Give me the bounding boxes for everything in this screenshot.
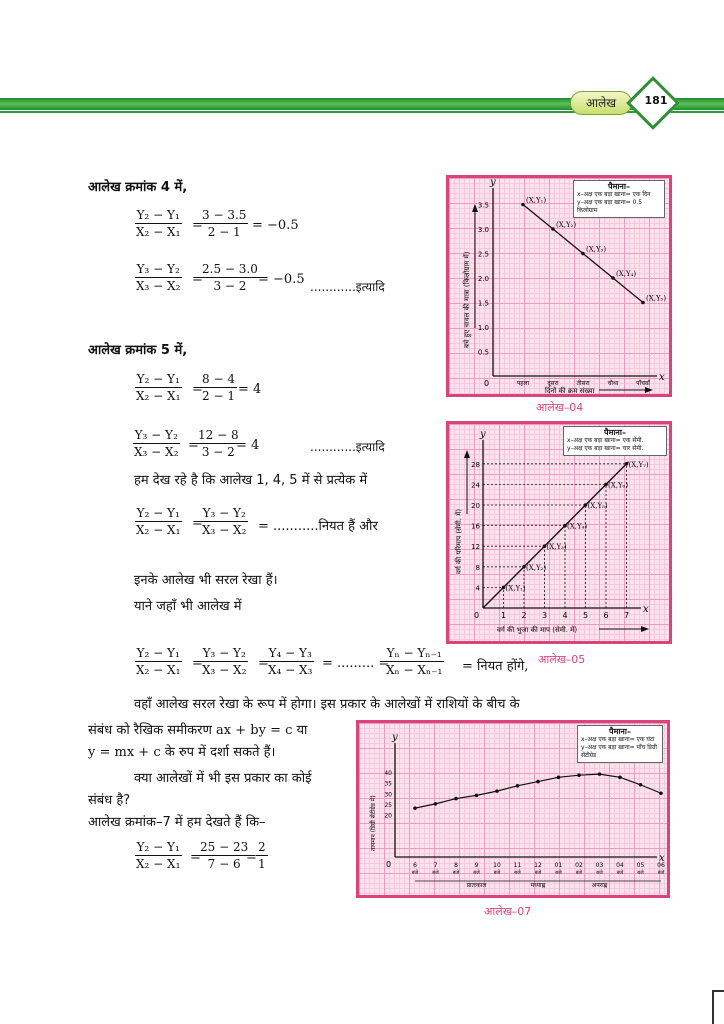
fraction: $\frac{\text{Yₙ − Yₙ₋₁}}{\text{Xₙ − Xₙ₋₁}}$ <box>386 646 443 677</box>
point-label: (X,Y₃) <box>586 245 607 254</box>
x-tick-label: 5 <box>582 611 589 620</box>
x-tick-label: दूसरा <box>547 380 559 387</box>
x-tick-unit: बजे <box>575 870 583 876</box>
fraction: $\frac{\text{Y₄ − Y₃}}{\text{X₄ − X₃}}$ <box>268 646 313 677</box>
x-tick-label: 02 <box>575 862 583 869</box>
x-tick-label: 12 <box>534 862 542 869</box>
x-tick-unit: बजे <box>452 870 460 876</box>
data-point <box>516 784 520 788</box>
y-tick-label: 30 <box>384 791 392 799</box>
data-point <box>413 806 417 810</box>
graph-04 <box>446 175 672 397</box>
x-tick-label: तीसरा <box>576 380 590 387</box>
page-corner-mark <box>712 990 724 1024</box>
fraction: $\frac{8 - 4}{2 - 1}$ <box>202 372 235 403</box>
x-tick-label: 11 <box>513 862 522 869</box>
y-tick-label: 4 <box>475 584 480 593</box>
section-heading-graph4: आलेख क्रमांक 4 में, <box>88 180 188 195</box>
y-tick-label: 1.0 <box>477 324 489 332</box>
y-tick-label: 12 <box>471 543 480 552</box>
paragraph-text: याने जहाँ भी आलेख में <box>134 599 242 614</box>
data-point <box>598 772 602 776</box>
y-tick-label: 2.5 <box>477 250 489 259</box>
x-tick-label: 04 <box>616 862 624 869</box>
paragraph-text: आलेख क्रमांक–7 में हम देखते हैं कि– <box>88 815 266 830</box>
x-axis-letter: x <box>643 604 649 615</box>
x-tick-label: पहला <box>516 380 530 387</box>
y-axis-label: वर्ग की परिमाप (सेमी. में) <box>455 508 463 574</box>
paragraph-text: इनके आलेख भी सरल रेखा हैं। <box>134 573 278 588</box>
scale-box: पैमाना– x–अक्ष एक बड़ा खाना= एक दिन y–अक्ष एक बड़ा खाना= 0.5 किलोग्राम <box>573 180 665 218</box>
point-label: (X,Y₁) <box>505 584 526 593</box>
paragraph-text: संबंध है? <box>88 793 131 808</box>
period-label-afternoon: अपराह्न <box>591 882 608 889</box>
x-tick-label: 9 <box>474 862 479 869</box>
fraction: $\frac{3 - 3.5}{2 - 1}$ <box>202 208 247 239</box>
x-tick-label: चौथा <box>607 380 619 387</box>
point-label: (X,Y₃) <box>546 543 567 552</box>
data-point <box>577 773 581 777</box>
paragraph-text: = ...........नियत हैं और <box>258 519 378 534</box>
x-tick-label: पाँचवाँ <box>636 380 650 387</box>
x-tick-unit: बजे <box>657 870 665 876</box>
data-point <box>434 802 438 806</box>
x-tick-label: 7 <box>433 862 438 869</box>
result: = 4 <box>238 382 262 397</box>
data-line <box>415 774 661 808</box>
x-tick-label: 05 <box>636 862 645 869</box>
fraction: $\frac{\text{Y₂ − Y₁}}{\text{X₂ − X₁}}$ <box>136 506 181 537</box>
result: = −0.5 <box>258 272 305 287</box>
equals-sign: = <box>190 850 201 865</box>
result: = −0.5 <box>252 218 299 233</box>
graph-05-caption: आलेख–05 <box>538 653 586 666</box>
y-tick-label: 35 <box>384 780 392 788</box>
scale-box: पैमाना– x–अक्ष एक बड़ा खाना= एक घंटा y–अक्ष एक बड़ा खाना= पाँच डिग्री सेंटीग्रेड <box>577 725 663 763</box>
data-point <box>639 783 643 787</box>
fraction: $\frac{\text{Y₃ − Y₂}}{\text{X₃ − X₂}}$ <box>202 506 247 537</box>
result: = 4 <box>236 438 260 453</box>
x-axis-label: दिनों की क्रम संख्या <box>545 387 595 394</box>
fraction: $\frac{\text{Y₂ − Y₁}}{\text{X₂ − X₁}}$ <box>136 372 181 403</box>
x-tick-unit: बजे <box>555 870 562 876</box>
paragraph-text: संबंध को रैखिक समीकरण ax + by = c या <box>88 723 308 738</box>
graph-04-caption: आलेख–04 <box>536 401 584 414</box>
y-tick-label: 3.5 <box>477 201 489 210</box>
x-tick-label: 7 <box>623 611 630 620</box>
equals-sign: = <box>192 656 203 671</box>
graph-07-caption: आलेख–07 <box>484 905 532 918</box>
point-label: (X,Y₄) <box>616 270 637 278</box>
y-axis-label: तापमान (डिग्री सेंटीग्रेड में) <box>370 795 377 851</box>
arrow-head <box>645 387 653 393</box>
y-axis-letter: y <box>392 732 398 743</box>
x-tick-label: 06 <box>657 862 665 869</box>
point-label: (X,Y₁) <box>526 196 547 205</box>
origin-label: 0 <box>474 611 480 620</box>
y-axis-letter: y <box>490 178 496 188</box>
x-tick-label: 2 <box>521 611 527 620</box>
paragraph-text: = नियत होंगे, <box>462 659 529 674</box>
etc-text: ............इत्यादि <box>310 280 385 294</box>
point-label: (X,Y₇) <box>628 460 649 469</box>
x-axis-letter: x <box>659 853 665 864</box>
x-tick-unit: बजे <box>411 870 419 876</box>
fraction: $\frac{2}{1}$ <box>258 840 266 871</box>
paragraph-text: y = mx + c के रुप में दर्शा सकते हैं। <box>88 745 276 760</box>
data-point <box>659 791 663 795</box>
y-tick-label: 8 <box>475 563 480 572</box>
arrow-head <box>464 450 470 458</box>
x-tick-label: 03 <box>595 862 604 869</box>
data-point <box>454 797 458 801</box>
fraction: $\frac{25 - 23}{7 - 6}$ <box>200 840 249 871</box>
fraction: $\frac{\text{Y₂ − Y₁}}{\text{X₂ − X₁}}$ <box>136 646 181 677</box>
point-label: (X,Y₂) <box>556 221 577 229</box>
equals-sign: = <box>192 272 203 287</box>
equals-sign: = <box>188 438 199 453</box>
y-tick-label: 0.5 <box>477 348 489 357</box>
data-point <box>641 301 645 305</box>
paragraph-text: क्या आलेखों में भी इस प्रकार का कोई <box>134 771 312 786</box>
data-point <box>521 203 525 207</box>
y-tick-label: 2.0 <box>477 275 489 283</box>
x-axis-label: वर्ग की भुजा की माप (सेमी. में) <box>497 626 578 634</box>
origin-label: 0 <box>484 379 490 388</box>
equals-sign: = <box>246 850 257 865</box>
page-number: 181 <box>644 94 668 107</box>
equals-sign: = <box>192 382 203 397</box>
fraction: $\frac{\text{Y₂ − Y₁}}{\text{X₂ − X₁}}$ <box>136 840 181 871</box>
x-tick-label: 01 <box>554 862 563 869</box>
y-tick-label: 1.5 <box>477 299 489 308</box>
x-tick-unit: बजे <box>432 870 439 876</box>
paragraph-text: हम देख रहे है कि आलेख 1, 4, 5 में से प्रत्येक में <box>134 473 368 488</box>
equals-sign: = <box>258 656 269 671</box>
x-tick-label: 1 <box>500 611 507 620</box>
graph-07 <box>356 720 670 898</box>
fraction: $\frac{\text{Y₃ − Y₂}}{\text{X₃ − X₂}}$ <box>134 428 179 459</box>
y-axis-letter: y <box>480 429 486 440</box>
paragraph-text: वहाँ आलेख सरल रेखा के रूप में होगा। इस प्रकार के आलेखों में राशियों के बीच के <box>134 697 520 712</box>
graph-05-plot <box>449 424 669 641</box>
y-tick-label: 24 <box>471 481 480 490</box>
point-label: (X,Y₅) <box>646 294 667 303</box>
x-tick-unit: बजे <box>616 870 624 876</box>
x-tick-label: 10 <box>493 862 501 869</box>
x-tick-unit: बजे <box>473 870 480 876</box>
y-axis-label: बचे हुए चावल की मात्रा (किलोग्राम में) <box>463 251 471 348</box>
point-label: (X,Y₂) <box>526 563 547 572</box>
point-label: (X,Y₅) <box>587 502 608 510</box>
data-point <box>551 227 555 231</box>
x-tick-unit: बजे <box>596 870 603 876</box>
y-tick-label: 25 <box>384 801 392 809</box>
y-tick-label: 28 <box>471 460 480 469</box>
y-tick-label: 3.0 <box>477 226 489 234</box>
fraction: $\frac{\text{Y₂ − Y₁}}{\text{X₂ − X₁}}$ <box>136 208 181 239</box>
graph-05 <box>446 421 672 644</box>
x-tick-label: 6 <box>603 611 609 620</box>
x-tick-unit: बजे <box>637 870 644 876</box>
chapter-tab: आलेख <box>570 91 632 115</box>
data-point <box>611 276 615 280</box>
point-label: (X,Y₄) <box>567 522 588 531</box>
equals-sign: = <box>192 516 203 531</box>
data-point <box>618 776 622 780</box>
x-tick-unit: बजे <box>534 870 542 876</box>
ellipsis: = ......... = <box>322 656 390 671</box>
x-tick-label: 3 <box>541 611 548 620</box>
period-label-noon: मध्याह्न <box>530 882 546 889</box>
fraction: $\frac{\text{Y₃ − Y₂}}{\text{X₃ − X₂}}$ <box>202 646 247 677</box>
fraction: $\frac{\text{Y₃ − Y₂}}{\text{X₃ − X₂}}$ <box>136 262 181 293</box>
x-tick-unit: बजे <box>514 870 521 876</box>
data-point <box>495 789 499 793</box>
point-label: (X,Y₆) <box>608 481 629 490</box>
section-heading-graph5: आलेख क्रमांक 5 में, <box>88 343 188 358</box>
arrow-head <box>641 626 649 632</box>
scale-box: पैमाना– x–अक्ष एक बड़ा खाना= एक सेमी. y–अक्ष एक बड़ा खाना= चार सेमी. <box>563 426 667 456</box>
fraction: $\frac{2.5 - 3.0}{3 - 2}$ <box>202 262 258 293</box>
fraction: $\frac{12 - 8}{3 - 2}$ <box>198 428 239 459</box>
x-tick-label: 8 <box>454 862 458 869</box>
data-point <box>475 794 479 798</box>
equals-sign: = <box>192 218 203 233</box>
y-tick-label: 40 <box>384 770 392 777</box>
period-label-morning: प्रातःकाल <box>466 882 487 889</box>
y-tick-label: 16 <box>471 522 480 531</box>
x-tick-label: 4 <box>562 611 568 620</box>
data-point <box>536 780 540 784</box>
x-tick-unit: बजे <box>493 870 501 876</box>
x-axis-letter: x <box>659 372 665 383</box>
data-point <box>557 776 561 780</box>
etc-text: ............इत्यादि <box>310 440 385 454</box>
y-tick-label: 20 <box>384 812 392 820</box>
data-point <box>581 252 585 256</box>
origin-label: 0 <box>386 860 392 869</box>
y-tick-label: 20 <box>471 502 480 510</box>
x-tick-label: 6 <box>413 862 417 869</box>
